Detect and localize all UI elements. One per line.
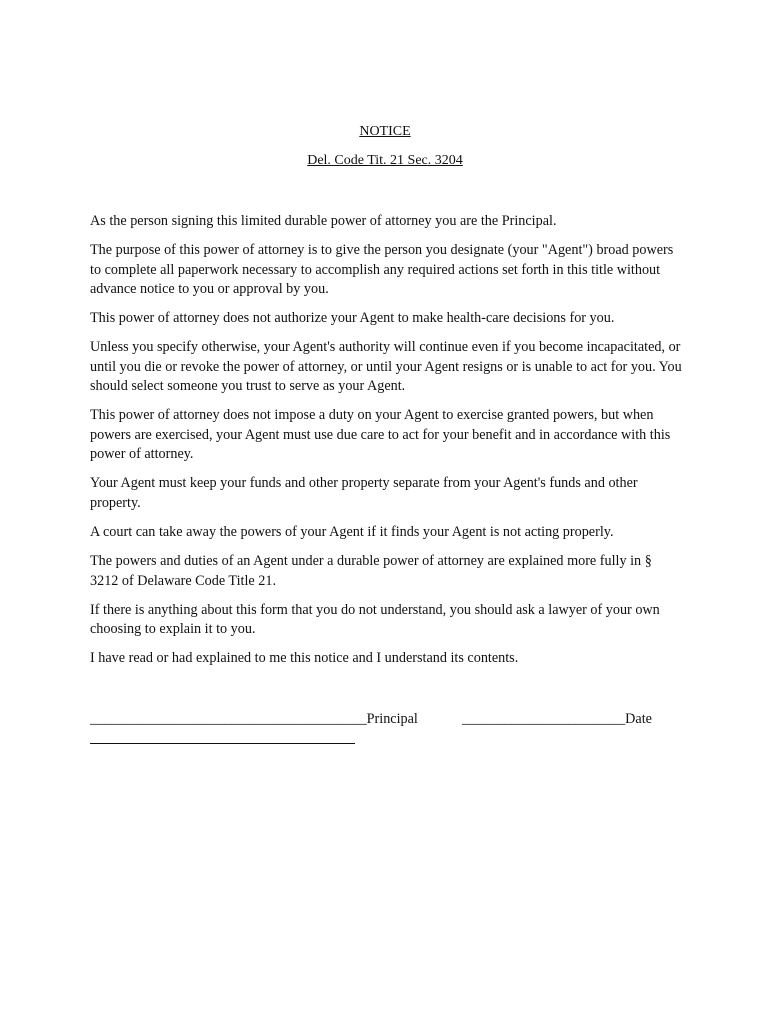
paragraph-health-care: This power of attorney does not authorize your Agent to make health-care decisions for you. (90, 310, 615, 327)
notice-body (90, 212, 682, 678)
paragraph-court-powers: A court can take away the powers of your Agent if it finds your Agent is not acting properly. (90, 524, 614, 541)
date-signature-line: _______________________Date (462, 711, 652, 727)
paragraph-principal-definition: As the person signing this limited durable power of attorney you are the Principal. (90, 213, 557, 229)
signature-underline (90, 743, 355, 744)
principal-signature-line: _______________________________________Principal (90, 711, 418, 727)
paragraph-statute-reference: The powers and duties of an Agent under a durable power of attorney are explained more fully in § 3212 of Delaware Code Title 21. (90, 553, 652, 589)
paragraph-acknowledgement: I have read or had explained to me this notice and I understand its contents. (90, 650, 519, 667)
paragraph-purpose: The purpose of this power of attorney is to give the person you designate (your "Agent") broad powers to complete all paperwork necessary to accomplish any required actions set forth in this title without advance notice to you or approval by you. (90, 242, 674, 298)
notice-title: NOTICE (359, 124, 411, 139)
paragraph-separate-funds: Your Agent must keep your funds and other property separate from your Agent's funds and other property. (90, 475, 638, 511)
paragraph-authority-duration: Unless you specify otherwise, your Agent's authority will continue even if you become incapacitated, or until you die or revoke the power of attorney, or until your Agent resigns or is unable to act for you. You should select someone you trust to serve as your Agent. (90, 339, 682, 395)
paragraph-agent-duty: This power of attorney does not impose a duty on your Agent to exercise granted powers, but when powers are exercised, your Agent must use due care to act for your benefit and in accordance with this power of attorney. (90, 407, 671, 463)
statute-citation: Del. Code Tit. 21 Sec. 3204 (307, 153, 463, 168)
paragraph-lawyer-advice: If there is anything about this form that you do not understand, you should ask a lawyer of your own choosing to explain it to you. (90, 601, 660, 638)
